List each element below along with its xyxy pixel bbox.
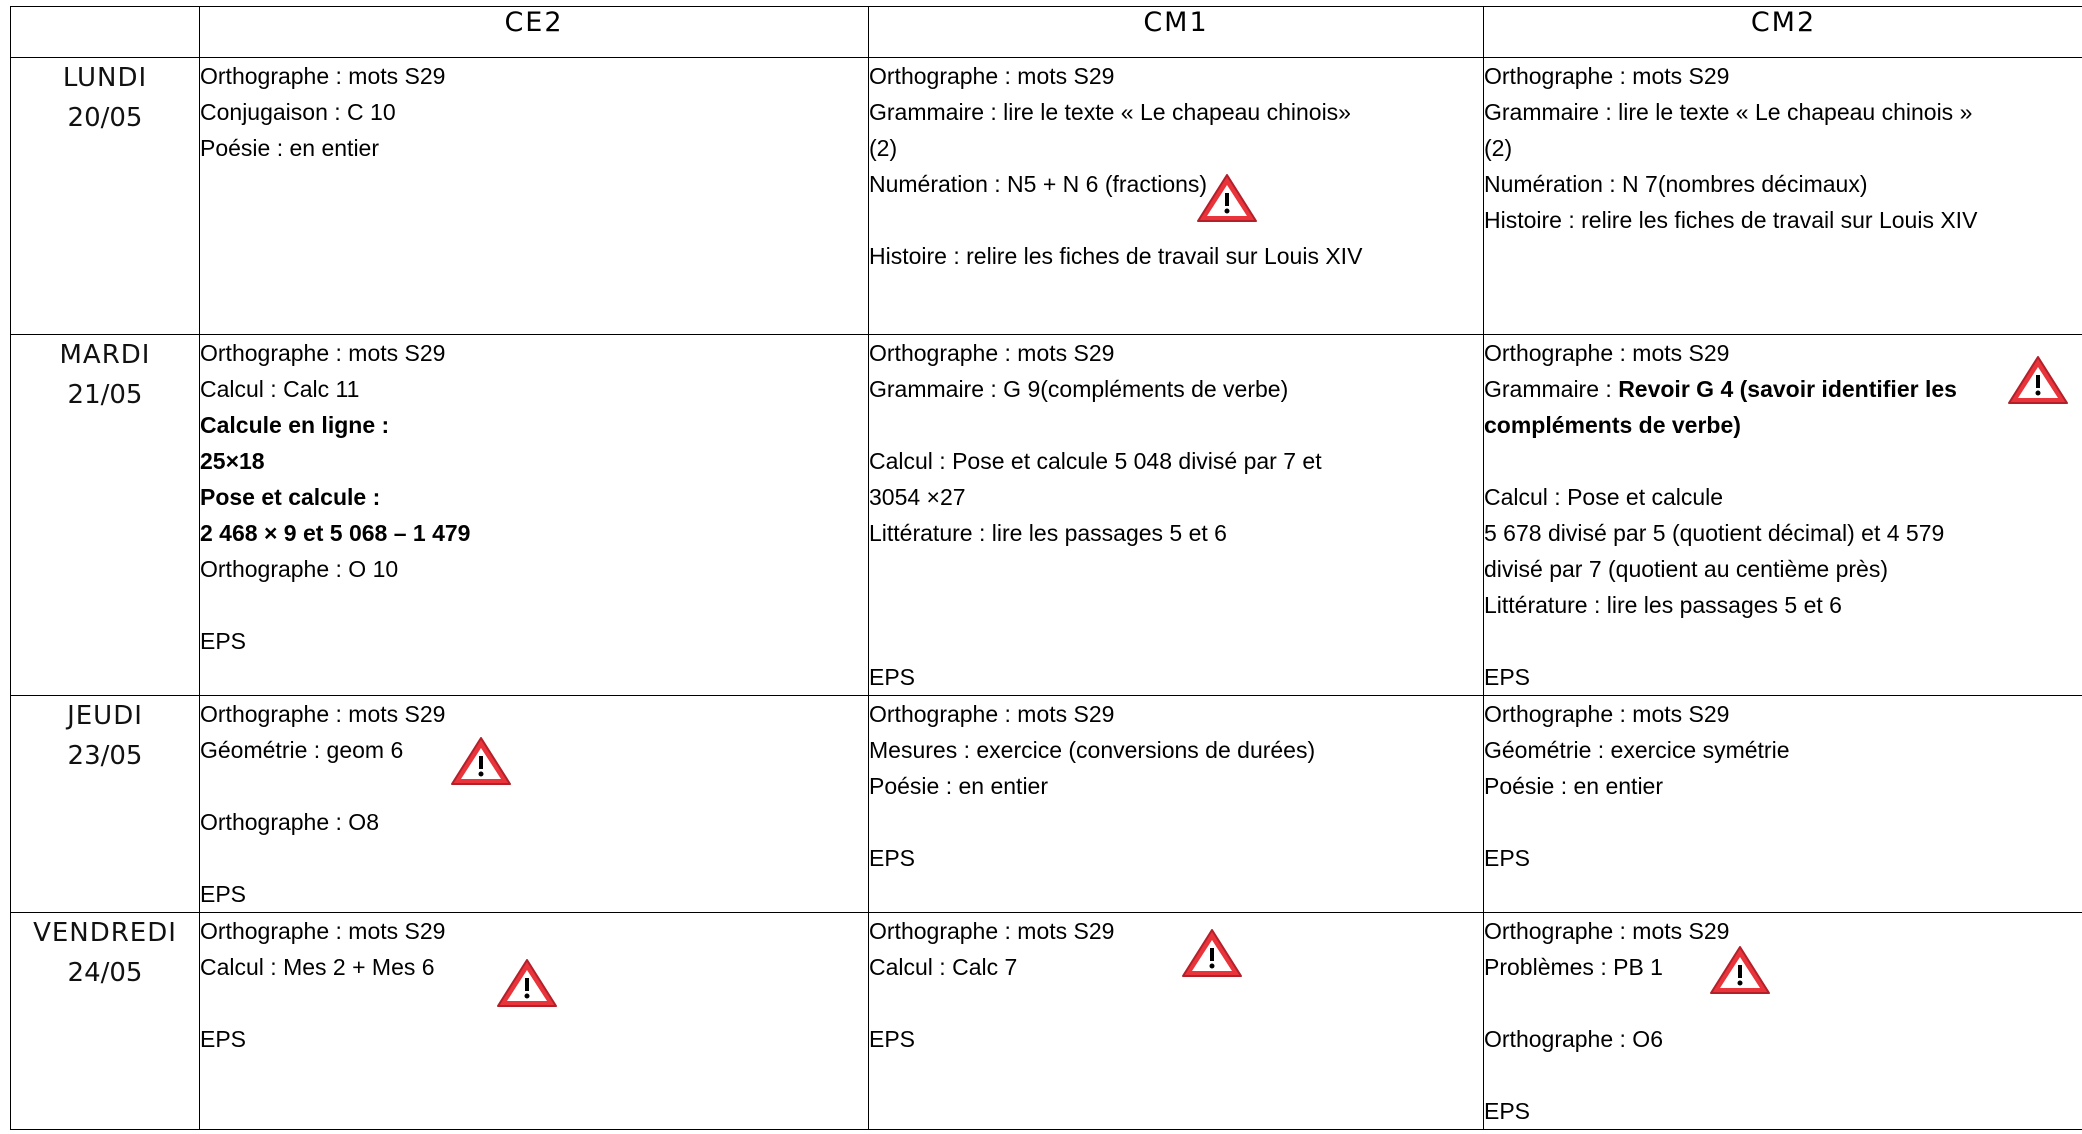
- task-line: [869, 551, 1483, 587]
- task-line: Orthographe : mots S29: [1484, 340, 1730, 366]
- homework-cell-cm1: [869, 335, 1484, 696]
- task-line: EPS: [869, 664, 916, 690]
- task-line: Orthographe : mots S29: [1484, 918, 1730, 944]
- task-line: 5 678 divisé par 5 (quotient décimal) et 4 579: [1484, 520, 1945, 546]
- day-date: 23/05: [67, 741, 143, 771]
- day-name: LUNDI: [62, 63, 148, 93]
- task-line: Orthographe : mots S29: [869, 340, 1115, 366]
- task-line: EPS: [200, 628, 247, 654]
- task-line: Mesures : exercice (conversions de durées): [869, 737, 1316, 763]
- homework-cell-ce2: [200, 696, 869, 913]
- day-row: [11, 335, 2082, 696]
- task-line: Poésie : en entier: [869, 773, 1049, 799]
- task-line: Calcul : Pose et calcule 5 048 divisé par 7 et: [869, 448, 1322, 474]
- task-line: Orthographe : O 10: [200, 556, 399, 582]
- day-cell: [11, 913, 200, 1130]
- homework-cell-cm1: [869, 58, 1484, 335]
- day-cell: [11, 58, 200, 335]
- task-line: Orthographe : mots S29: [869, 701, 1115, 727]
- task-line: Orthographe : mots S29: [200, 918, 446, 944]
- task-line: [1484, 443, 2082, 479]
- warning-icon: [1181, 928, 1243, 978]
- task-line: divisé par 7 (quotient au centième près): [1484, 556, 1888, 582]
- task-line: Calcule en ligne :: [200, 412, 390, 438]
- header-row: [11, 7, 2082, 58]
- task-line: Numération : N 7(nombres décimaux): [1484, 171, 1868, 197]
- task-line: 3054 ×27: [869, 484, 966, 510]
- task-line: Calcul : Mes 2 + Mes 6: [200, 954, 435, 980]
- task-line: Orthographe : mots S29: [200, 63, 446, 89]
- day-date: 24/05: [67, 958, 143, 988]
- day-name: JEUDI: [67, 701, 143, 731]
- homework-cell-cm2: [1484, 58, 2082, 335]
- warning-icon: [2007, 355, 2069, 405]
- task-line: 25×18: [200, 448, 265, 474]
- day-cell: [11, 335, 200, 696]
- task-line: Orthographe : O6: [1484, 1026, 1663, 1052]
- homework-cell-cm2: [1484, 913, 2082, 1130]
- task-line: [1484, 371, 2082, 407]
- task-line: EPS: [200, 1026, 247, 1052]
- task-line: compléments de verbe): [1484, 412, 1741, 438]
- task-line: [869, 202, 1483, 238]
- task-line: EPS: [1484, 845, 1531, 871]
- task-line: Orthographe : mots S29: [200, 701, 446, 727]
- task-line: EPS: [869, 845, 916, 871]
- task-line: Histoire : relire les fiches de travail sur Louis XIV: [1484, 207, 1978, 233]
- task-line: [869, 985, 1483, 1021]
- task-line: [869, 587, 1483, 623]
- task-line: Grammaire : lire le texte « Le chapeau chinois»: [869, 99, 1351, 125]
- homework-cell-cm1: [869, 913, 1484, 1130]
- task-line: 2 468 × 9 et 5 068 – 1 479: [200, 520, 471, 546]
- warning-icon: [450, 736, 512, 786]
- homework-cell-cm2: [1484, 696, 2082, 913]
- homework-cell-ce2: [200, 58, 869, 335]
- day-date: 20/05: [67, 103, 143, 133]
- task-line: Orthographe : mots S29: [869, 63, 1115, 89]
- task-line: Pose et calcule :: [200, 484, 381, 510]
- homework-cell-ce2: [200, 335, 869, 696]
- homework-table: [10, 6, 2082, 1130]
- task-line: [200, 768, 868, 804]
- task-line: Grammaire : lire le texte « Le chapeau chinois »: [1484, 99, 1973, 125]
- day-row: [11, 913, 2082, 1130]
- warning-icon: [1709, 945, 1771, 995]
- task-line: Géométrie : geom 6: [200, 737, 404, 763]
- task-line: Littérature : lire les passages 5 et 6: [1484, 592, 1842, 618]
- day-name: VENDREDI: [33, 918, 177, 948]
- task-line: Géométrie : exercice symétrie: [1484, 737, 1790, 763]
- header-corner: [11, 7, 200, 58]
- column-header-ce2: CE2: [200, 7, 869, 58]
- task-line: (2): [1484, 135, 1513, 161]
- day-row: [11, 58, 2082, 335]
- day-name: MARDI: [59, 340, 151, 370]
- task-line: Poésie : en entier: [200, 135, 380, 161]
- task-line: [1484, 804, 2082, 840]
- task-line: [869, 804, 1483, 840]
- column-header-cm2: CM2: [1484, 7, 2082, 58]
- task-line: Littérature : lire les passages 5 et 6: [869, 520, 1227, 546]
- task-line: Problèmes : PB 1: [1484, 954, 1663, 980]
- task-line: [869, 407, 1483, 443]
- homework-cell-cm1: [869, 696, 1484, 913]
- warning-icon: [1196, 173, 1258, 223]
- task-line: [1484, 623, 2082, 659]
- task-line-label: Grammaire :: [1484, 376, 1619, 402]
- task-line: EPS: [869, 1026, 916, 1052]
- task-line: Orthographe : O8: [200, 809, 379, 835]
- task-line: Numération : N5 + N 6 (fractions): [869, 171, 1208, 197]
- task-line: [1484, 1057, 2082, 1093]
- day-date: 21/05: [67, 380, 143, 410]
- task-line: Calcul : Pose et calcule: [1484, 484, 1724, 510]
- homework-cell-cm2: [1484, 335, 2082, 696]
- task-line: Orthographe : mots S29: [200, 340, 446, 366]
- task-line: [200, 840, 868, 876]
- warning-icon: [496, 958, 558, 1008]
- task-line: [869, 623, 1483, 659]
- task-line: EPS: [200, 881, 247, 907]
- task-line: [1484, 985, 2082, 1021]
- task-line: EPS: [1484, 1098, 1531, 1124]
- task-line: [200, 587, 868, 623]
- task-line: Grammaire : G 9(compléments de verbe): [869, 376, 1289, 402]
- task-line: Calcul : Calc 11: [200, 376, 360, 402]
- task-line: Orthographe : mots S29: [1484, 63, 1730, 89]
- task-line: EPS: [1484, 664, 1531, 690]
- task-line: Conjugaison : C 10: [200, 99, 396, 125]
- task-line: Orthographe : mots S29: [1484, 701, 1730, 727]
- column-header-cm1: CM1: [869, 7, 1484, 58]
- task-line-emphasis: Revoir G 4 (savoir identifier les: [1618, 376, 1957, 402]
- task-line: Poésie : en entier: [1484, 773, 1664, 799]
- task-line: Calcul : Calc 7: [869, 954, 1018, 980]
- task-line: Orthographe : mots S29: [869, 918, 1115, 944]
- homework-cell-ce2: [200, 913, 869, 1130]
- day-row: [11, 696, 2082, 913]
- task-line: Histoire : relire les fiches de travail sur Louis XIV: [869, 243, 1363, 269]
- task-line: (2): [869, 135, 898, 161]
- day-cell: [11, 696, 200, 913]
